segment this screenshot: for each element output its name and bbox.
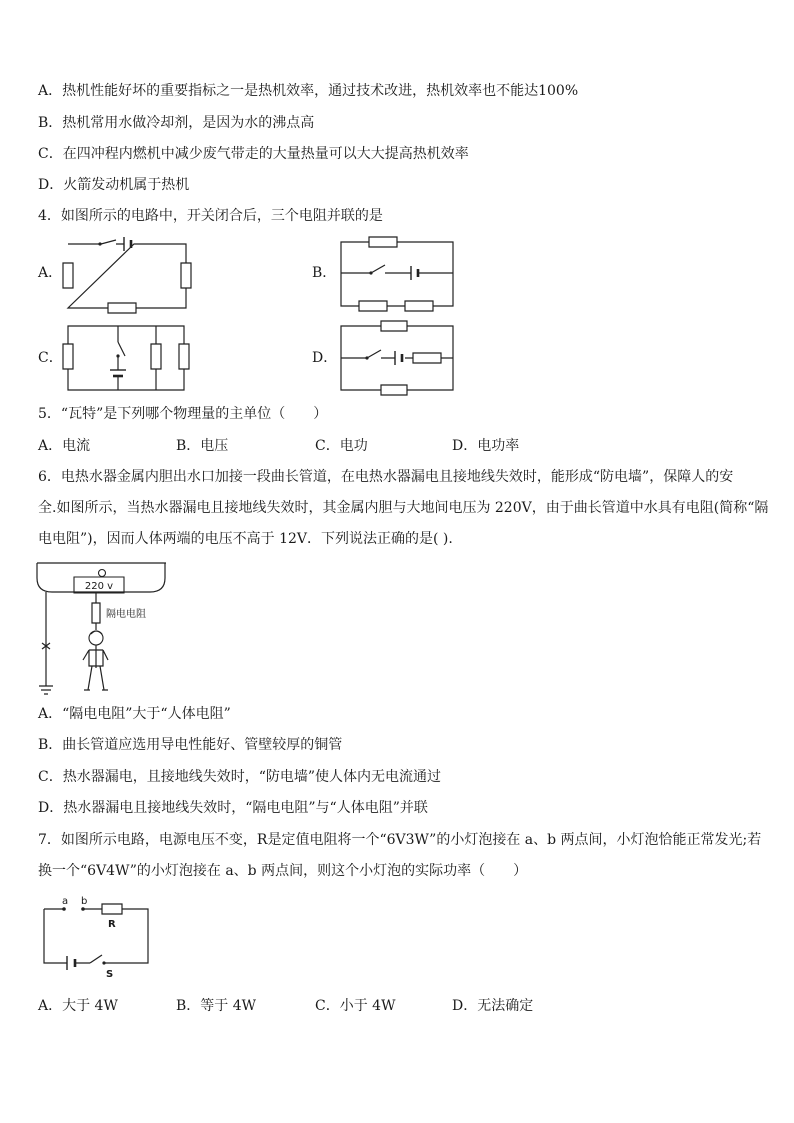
q6-stem-line-2: 全.如图所示，当热水器漏电且接地线失效时，其金属内胆与大地间电压为 220V，由于曲长管道中水具有电阻(简称“隔 — [38, 500, 769, 516]
q3-option-a: A．热机性能好坏的重要指标之一是热机效率，通过技术改进，热机效率也不能达100% — [38, 83, 579, 99]
q5-option-a: A．电流 — [38, 438, 91, 454]
q6-stem-line-1: 6．电热水器金属内胆出水口加接一段曲长管道，在电热水器漏电且接地线失效时，能形成“防电墙”，保障人的安 — [38, 469, 734, 485]
q7-stem-line-1: 7．如图所示电路，电源电压不变，R是定值电阻将一个“6V3W”的小灯泡接在 a、b 两点间，小灯泡恰能正常发光;若 — [38, 832, 762, 848]
q4-circuit-a — [60, 236, 195, 316]
q6-stem-line-3: 电电阻”)，因而人体两端的电压不高于 12V．下列说法正确的是( ). — [38, 531, 453, 547]
q7-option-a: A．大于 4W — [38, 998, 118, 1014]
q4-label-b: B． — [312, 265, 337, 281]
q7-switch — [90, 955, 102, 963]
q4-label-d: D． — [312, 350, 338, 366]
q7-point-b-label: b — [81, 896, 88, 907]
q4-label-c: C． — [38, 350, 63, 366]
q7-option-b: B．等于 4W — [176, 998, 257, 1014]
q7-resistor-label: R — [108, 919, 116, 930]
q7-stem-line-2: 换一个“6V4W”的小灯泡接在 a、b 两点间，则这个小灯泡的实际功率（ ） — [38, 863, 528, 879]
person-icon — [83, 631, 108, 690]
q4-circuit-c — [60, 318, 195, 398]
q6-option-b: B．曲长管道应选用导电性能好、管壁较厚的铜管 — [38, 737, 343, 753]
q3-option-c: C．在四冲程内燃机中减少废气带走的大量热量可以大大提高热机效率 — [38, 146, 469, 162]
q3-option-d: D．火箭发动机属于热机 — [38, 177, 190, 193]
q6-option-d: D．热水器漏电且接地线失效时，“隔电电阻”与“人体电阻”并联 — [38, 800, 428, 816]
q4-circuit-b — [333, 234, 463, 316]
q7-point-b — [81, 907, 85, 911]
q6-heater-figure — [36, 558, 166, 698]
q4-circuit-d — [333, 318, 463, 398]
q7-option-d: D．无法确定 — [452, 998, 534, 1014]
q5-option-b: B．电压 — [176, 438, 229, 454]
q6-isolation-resistor — [92, 603, 100, 623]
q7-resistor — [102, 904, 122, 914]
q7-point-a — [62, 907, 66, 911]
q3-option-b: B．热机常用水做冷却剂，是因为水的沸点高 — [38, 115, 315, 131]
q6-option-c: C．热水器漏电，且接地线失效时，“防电墙”使人体内无电流通过 — [38, 769, 442, 785]
q4-label-a: A． — [38, 265, 63, 281]
q5-option-c: C．电功 — [315, 438, 368, 454]
q7-point-a-label: a — [62, 896, 69, 907]
q4-stem: 4．如图所示的电路中，开关闭合后，三个电阻并联的是 — [38, 208, 383, 224]
q6-option-a: A．“隔电电阻”大于“人体电阻” — [38, 706, 231, 722]
q7-switch-label: S — [106, 969, 114, 980]
q6-resistor-label: 隔电电阻 — [106, 609, 146, 620]
q5-option-d: D．电功率 — [452, 438, 520, 454]
q6-voltage-label: 220 v — [84, 581, 114, 592]
q7-circuit — [38, 895, 153, 980]
q5-stem: 5．“瓦特”是下列哪个物理量的主单位（ ） — [38, 406, 328, 422]
q7-option-c: C．小于 4W — [315, 998, 396, 1014]
